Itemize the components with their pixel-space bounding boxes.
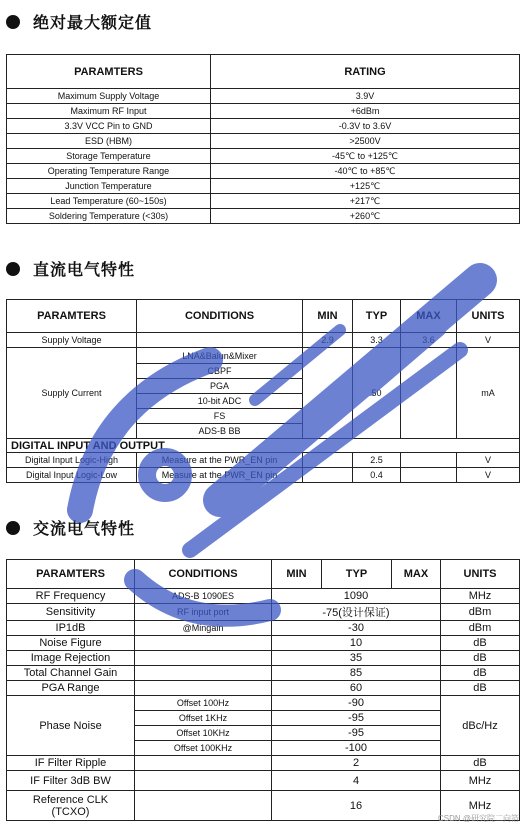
cell-rating: +260℃: [211, 209, 520, 224]
cell-parameter: Digital Input Logic-High: [7, 453, 137, 468]
cell-typ: 16: [272, 791, 441, 821]
cell-condition: [135, 636, 272, 651]
cell-condition: LNA&Balun&Mixer: [137, 348, 303, 364]
table-row: [7, 104, 520, 119]
cell-typ: -100: [272, 741, 441, 756]
ac-table: [6, 559, 520, 821]
cell-condition: FS: [137, 409, 303, 424]
header-conditions: CONDITIONS: [135, 560, 272, 589]
cell-min: 2.9: [303, 333, 353, 348]
cell-rating: +6dBm: [211, 104, 520, 119]
cell-parameter: IF Filter Ripple: [7, 756, 135, 771]
table-header-row: [7, 560, 520, 589]
header-parameters: PARAMTERS: [7, 560, 135, 589]
cell-typ: 35: [272, 651, 441, 666]
table-row: [7, 621, 520, 636]
header-typ: TYP: [353, 300, 401, 333]
cell-rating: -40℃ to +85℃: [211, 164, 520, 179]
cell-parameter: Image Rejection: [7, 651, 135, 666]
cell-units: MHz: [441, 589, 520, 604]
cell-units: V: [457, 453, 520, 468]
bullet-icon: [6, 262, 20, 276]
cell-min: [303, 348, 353, 439]
cell-units: MHz: [441, 771, 520, 791]
cell-condition: Measure at the PWR_EN pin: [137, 453, 303, 468]
header-conditions: CONDITIONS: [137, 300, 303, 333]
cell-parameter: Supply Current: [7, 348, 137, 439]
section-title: 直流电气特性: [33, 262, 136, 279]
cell-condition: RF input port: [135, 604, 272, 621]
cell-units: V: [457, 468, 520, 483]
cell-typ: 2: [272, 756, 441, 771]
cell-typ: 85: [272, 666, 441, 681]
cell-typ: -30: [272, 621, 441, 636]
cell-parameter: Total Channel Gain: [7, 666, 135, 681]
header-rating: RATING: [211, 55, 520, 89]
cell-condition: 10-bit ADC: [137, 394, 303, 409]
section-title: 绝对最大额定值: [33, 15, 153, 32]
cell-parameter: IP1dB: [7, 621, 135, 636]
cell-condition: [135, 651, 272, 666]
cell-condition: Offset 10KHz: [135, 726, 272, 741]
cell-rating: 3.9V: [211, 89, 520, 104]
header-units: UNITS: [441, 560, 520, 589]
cell-parameter: Sensitivity: [7, 604, 135, 621]
cell-parameter: Digital Input Logic-Low: [7, 468, 137, 483]
cell-units: dB: [441, 636, 520, 651]
cell-condition: [137, 333, 303, 348]
cell-typ: 4: [272, 771, 441, 791]
header-units: UNITS: [457, 300, 520, 333]
cell-condition: [135, 791, 272, 821]
table-row: [7, 333, 520, 348]
cell-condition: Offset 100KHz: [135, 741, 272, 756]
cell-typ: -90: [272, 696, 441, 711]
header-max: MAX: [401, 300, 457, 333]
cell-units: V: [457, 333, 520, 348]
cell-typ: 0.4: [353, 468, 401, 483]
header-max: MAX: [392, 560, 441, 589]
cell-parameter: Soldering Temperature (<30s): [7, 209, 211, 224]
cell-typ: 3.3: [353, 333, 401, 348]
abs-max-table: [6, 54, 520, 224]
table-row: [7, 134, 520, 149]
table-row: [7, 348, 520, 364]
table-row: [7, 604, 520, 621]
cell-units: dBm: [441, 621, 520, 636]
cell-rating: >2500V: [211, 134, 520, 149]
dc-table: [6, 299, 520, 483]
cell-condition: ADS-B BB: [137, 424, 303, 439]
header-min: MIN: [303, 300, 353, 333]
credit-text: CSDN @研究院二向箔: [437, 814, 519, 823]
table-row: [7, 468, 520, 483]
bullet-icon: [6, 15, 20, 29]
table-row: [7, 681, 520, 696]
cell-units: dBm: [441, 604, 520, 621]
cell-parameter: IF Filter 3dB BW: [7, 771, 135, 791]
header-parameters: PARAMTERS: [7, 300, 137, 333]
cell-parameter: Phase Noise: [7, 696, 135, 756]
cell-condition: CBPF: [137, 364, 303, 379]
digital-io-heading: DIGITAL INPUT AND OUTPUT: [7, 439, 520, 453]
cell-condition: [135, 756, 272, 771]
cell-typ: 1090: [272, 589, 441, 604]
table-row: [7, 666, 520, 681]
cell-condition: [135, 666, 272, 681]
table-header-row: [7, 300, 520, 333]
cell-typ: -95: [272, 711, 441, 726]
table-section-row: [7, 439, 520, 453]
cell-typ: 50: [353, 348, 401, 439]
ref-clk-label: Reference CLK: [32, 793, 109, 806]
table-row: [7, 149, 520, 164]
cell-parameter: Storage Temperature: [7, 149, 211, 164]
cell-rating: -0.3V to 3.6V: [211, 119, 520, 134]
table-row: [7, 771, 520, 791]
table-row: [7, 164, 520, 179]
cell-units: mA: [457, 348, 520, 439]
cell-units: dB: [441, 666, 520, 681]
cell-units: dB: [441, 681, 520, 696]
cell-typ: 10: [272, 636, 441, 651]
cell-min: [303, 468, 353, 483]
header-parameters: PARAMTERS: [7, 55, 211, 89]
cell-condition: [135, 681, 272, 696]
cell-units: dB: [441, 756, 520, 771]
table-row: [7, 89, 520, 104]
cell-parameter: ESD (HBM): [7, 134, 211, 149]
cell-condition: PGA: [137, 379, 303, 394]
section-dc: [6, 257, 135, 280]
cell-condition: ADS-B 1090ES: [135, 589, 272, 604]
table-header-row: [7, 55, 520, 89]
cell-parameter: 3.3V VCC Pin to GND: [7, 119, 211, 134]
ref-clk-sublabel: (TCXO): [51, 805, 90, 818]
bullet-icon: [6, 521, 20, 535]
cell-parameter: Lead Temperature (60~150s): [7, 194, 211, 209]
cell-units: dBc/Hz: [441, 696, 520, 756]
cell-parameter: PGA Range: [7, 681, 135, 696]
section-ac: [6, 516, 135, 539]
section-abs-max: [6, 10, 152, 33]
cell-condition: @Mingain: [135, 621, 272, 636]
header-min: MIN: [272, 560, 322, 589]
table-row: [7, 651, 520, 666]
cell-parameter: [7, 791, 135, 821]
table-row: [7, 119, 520, 134]
table-row: [7, 209, 520, 224]
cell-min: [303, 453, 353, 468]
cell-parameter: Supply Voltage: [7, 333, 137, 348]
cell-parameter: Maximum RF Input: [7, 104, 211, 119]
cell-units: dB: [441, 651, 520, 666]
cell-rating: -45℃ to +125℃: [211, 149, 520, 164]
cell-max: 3.6: [401, 333, 457, 348]
cell-rating: +217℃: [211, 194, 520, 209]
table-row: [7, 636, 520, 651]
table-row: [7, 696, 520, 711]
table-row: [7, 453, 520, 468]
table-row: [7, 194, 520, 209]
cell-parameter: Junction Temperature: [7, 179, 211, 194]
cell-condition: Measure at the PWR_EN pin: [137, 468, 303, 483]
cell-condition: [135, 771, 272, 791]
cell-max: [401, 468, 457, 483]
cell-typ: 2.5: [353, 453, 401, 468]
table-row: [7, 756, 520, 771]
table-row: [7, 179, 520, 194]
cell-max: [401, 348, 457, 439]
cell-parameter: Noise Figure: [7, 636, 135, 651]
header-typ: TYP: [322, 560, 392, 589]
cell-parameter: Operating Temperature Range: [7, 164, 211, 179]
table-row: [7, 589, 520, 604]
cell-units: MHz: [441, 791, 520, 821]
cell-typ: -75(设计保证): [272, 604, 441, 621]
section-title: 交流电气特性: [33, 521, 136, 538]
cell-rating: +125℃: [211, 179, 520, 194]
cell-parameter: RF Frequency: [7, 589, 135, 604]
cell-max: [401, 453, 457, 468]
cell-typ: -95: [272, 726, 441, 741]
cell-parameter: Maximum Supply Voltage: [7, 89, 211, 104]
cell-typ: 60: [272, 681, 441, 696]
cell-condition: Offset 100Hz: [135, 696, 272, 711]
cell-condition: Offset 1KHz: [135, 711, 272, 726]
